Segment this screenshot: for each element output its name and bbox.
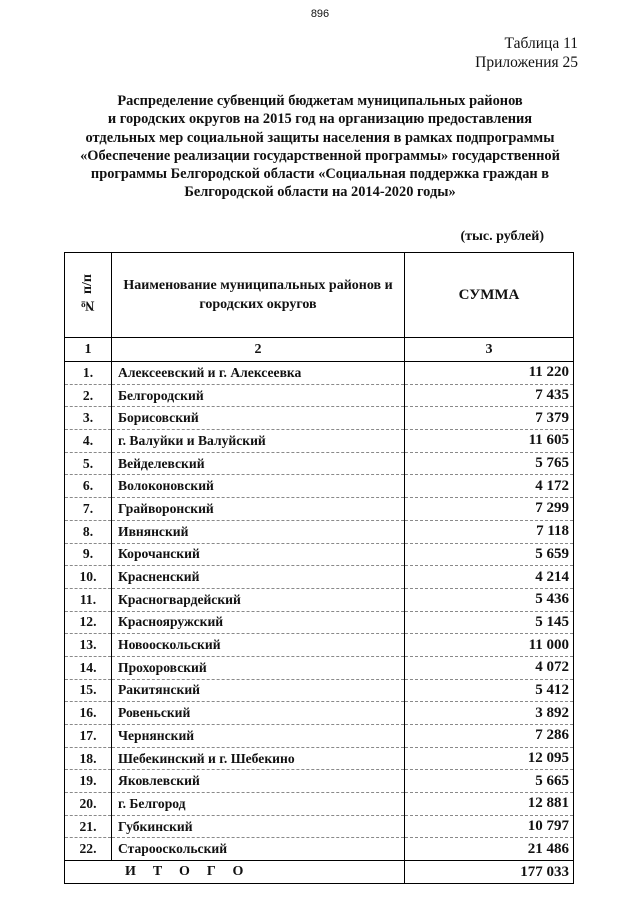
header-name-label: Наименование муниципальных районов и городских округов xyxy=(123,278,393,312)
column-number: 3 xyxy=(405,338,574,362)
table-row xyxy=(65,725,574,748)
table-row xyxy=(65,656,574,679)
row-sum: 11 220 xyxy=(405,362,574,385)
row-name: Корочанский xyxy=(112,543,405,566)
appendix-number: Приложения 25 xyxy=(475,54,578,71)
header-num xyxy=(65,253,112,338)
table-row xyxy=(65,815,574,838)
table-row xyxy=(65,520,574,543)
row-sum: 7 379 xyxy=(405,407,574,430)
row-sum: 7 299 xyxy=(405,498,574,521)
table-row xyxy=(65,475,574,498)
table-row xyxy=(65,747,574,770)
row-number: 17. xyxy=(65,725,112,748)
row-number: 3. xyxy=(65,407,112,430)
row-name: Прохоровский xyxy=(112,656,405,679)
row-sum: 4 172 xyxy=(405,475,574,498)
total-row xyxy=(65,861,574,884)
row-name: Ивнянский xyxy=(112,520,405,543)
row-sum: 10 797 xyxy=(405,815,574,838)
row-sum: 5 665 xyxy=(405,770,574,793)
header-num-label: № п/п xyxy=(80,273,95,313)
table-row xyxy=(65,702,574,725)
row-sum: 4 072 xyxy=(405,656,574,679)
row-number: 15. xyxy=(65,679,112,702)
table-row xyxy=(65,793,574,816)
row-name: Шебекинский и г. Шебекино xyxy=(112,747,405,770)
row-sum: 7 118 xyxy=(405,520,574,543)
table-reference xyxy=(475,34,578,72)
table-row xyxy=(65,679,574,702)
title-line: Распределение субвенций бюджетам муниципальных районов xyxy=(117,93,523,109)
row-name: Алексеевский и г. Алексеевка xyxy=(112,362,405,385)
title-line: Белгородской области на 2014-2020 годы» xyxy=(184,184,456,201)
row-sum: 5 412 xyxy=(405,679,574,702)
row-number: 22. xyxy=(65,838,112,861)
row-number: 11. xyxy=(65,588,112,611)
row-number: 20. xyxy=(65,793,112,816)
row-sum: 5 145 xyxy=(405,611,574,634)
row-number: 12. xyxy=(65,611,112,634)
title-line: и городских округов на 2015 год на организацию предоставления xyxy=(107,111,533,128)
row-sum: 7 286 xyxy=(405,725,574,748)
header-name xyxy=(112,253,405,338)
column-number: 1 xyxy=(65,338,112,362)
row-name: Краснояружский xyxy=(112,611,405,634)
row-number: 8. xyxy=(65,520,112,543)
row-name: Волоконовский xyxy=(112,475,405,498)
row-name: Красногвардейский xyxy=(112,588,405,611)
row-name: Ракитянский xyxy=(112,679,405,702)
table-row xyxy=(65,407,574,430)
row-number: 5. xyxy=(65,452,112,475)
row-number: 16. xyxy=(65,702,112,725)
row-name: г. Белгород xyxy=(112,793,405,816)
table-row xyxy=(65,384,574,407)
row-name: Губкинский xyxy=(112,815,405,838)
unit-label: (тыс. рублей) xyxy=(460,229,544,244)
table-row xyxy=(65,838,574,861)
row-name: Старооскольский xyxy=(112,838,405,861)
total-label: ИТОГО xyxy=(65,861,405,884)
title-line: «Обеспечение реализации государственной программы» государственной xyxy=(80,147,560,164)
table-header-row xyxy=(65,253,574,338)
table-row xyxy=(65,566,574,589)
column-number-row xyxy=(65,338,574,362)
row-name: Яковлевский xyxy=(112,770,405,793)
row-sum: 12 095 xyxy=(405,747,574,770)
row-name: Чернянский xyxy=(112,725,405,748)
row-number: 1. xyxy=(65,362,112,385)
row-number: 19. xyxy=(65,770,112,793)
header-sum-label: СУММА xyxy=(458,286,520,303)
row-name: Вейделевский xyxy=(112,452,405,475)
row-number: 21. xyxy=(65,815,112,838)
row-sum: 11 605 xyxy=(405,430,574,453)
table-row xyxy=(65,430,574,453)
row-number: 18. xyxy=(65,747,112,770)
page-number: 896 xyxy=(310,8,330,20)
table-row xyxy=(65,588,574,611)
row-sum: 3 892 xyxy=(405,702,574,725)
row-number: 13. xyxy=(65,634,112,657)
subsidy-table xyxy=(64,252,574,884)
row-sum: 5 765 xyxy=(405,452,574,475)
row-sum: 21 486 xyxy=(405,838,574,861)
row-name: Грайворонский xyxy=(112,498,405,521)
table-row xyxy=(65,611,574,634)
row-name: Борисовский xyxy=(112,407,405,430)
total-sum: 177 033 xyxy=(405,861,574,884)
title-line: отдельных мер социальной защиты населения в рамках подпрограммы xyxy=(85,129,555,146)
row-number: 14. xyxy=(65,656,112,679)
table-row xyxy=(65,362,574,385)
row-sum: 5 436 xyxy=(405,588,574,611)
row-name: г. Валуйки и Валуйский xyxy=(112,430,405,453)
row-number: 2. xyxy=(65,384,112,407)
row-name: Новооскольский xyxy=(112,634,405,657)
table-row xyxy=(65,634,574,657)
document-title xyxy=(64,92,576,202)
row-sum: 4 214 xyxy=(405,566,574,589)
table-body xyxy=(65,362,574,861)
table-row xyxy=(65,452,574,475)
row-number: 6. xyxy=(65,475,112,498)
row-sum: 7 435 xyxy=(405,384,574,407)
row-name: Красненский xyxy=(112,566,405,589)
row-number: 10. xyxy=(65,566,112,589)
row-name: Белгородский xyxy=(112,384,405,407)
row-name: Ровеньский xyxy=(112,702,405,725)
row-number: 4. xyxy=(65,430,112,453)
table-row xyxy=(65,498,574,521)
header-sum xyxy=(405,253,574,338)
row-number: 7. xyxy=(65,498,112,521)
column-number: 2 xyxy=(112,338,405,362)
table-number: Таблица 11 xyxy=(504,35,578,52)
row-sum: 5 659 xyxy=(405,543,574,566)
row-sum: 12 881 xyxy=(405,793,574,816)
row-number: 9. xyxy=(65,543,112,566)
row-sum: 11 000 xyxy=(405,634,574,657)
table-row xyxy=(65,543,574,566)
title-line: программы Белгородской области «Социальная поддержка граждан в xyxy=(90,166,550,183)
table-row xyxy=(65,770,574,793)
